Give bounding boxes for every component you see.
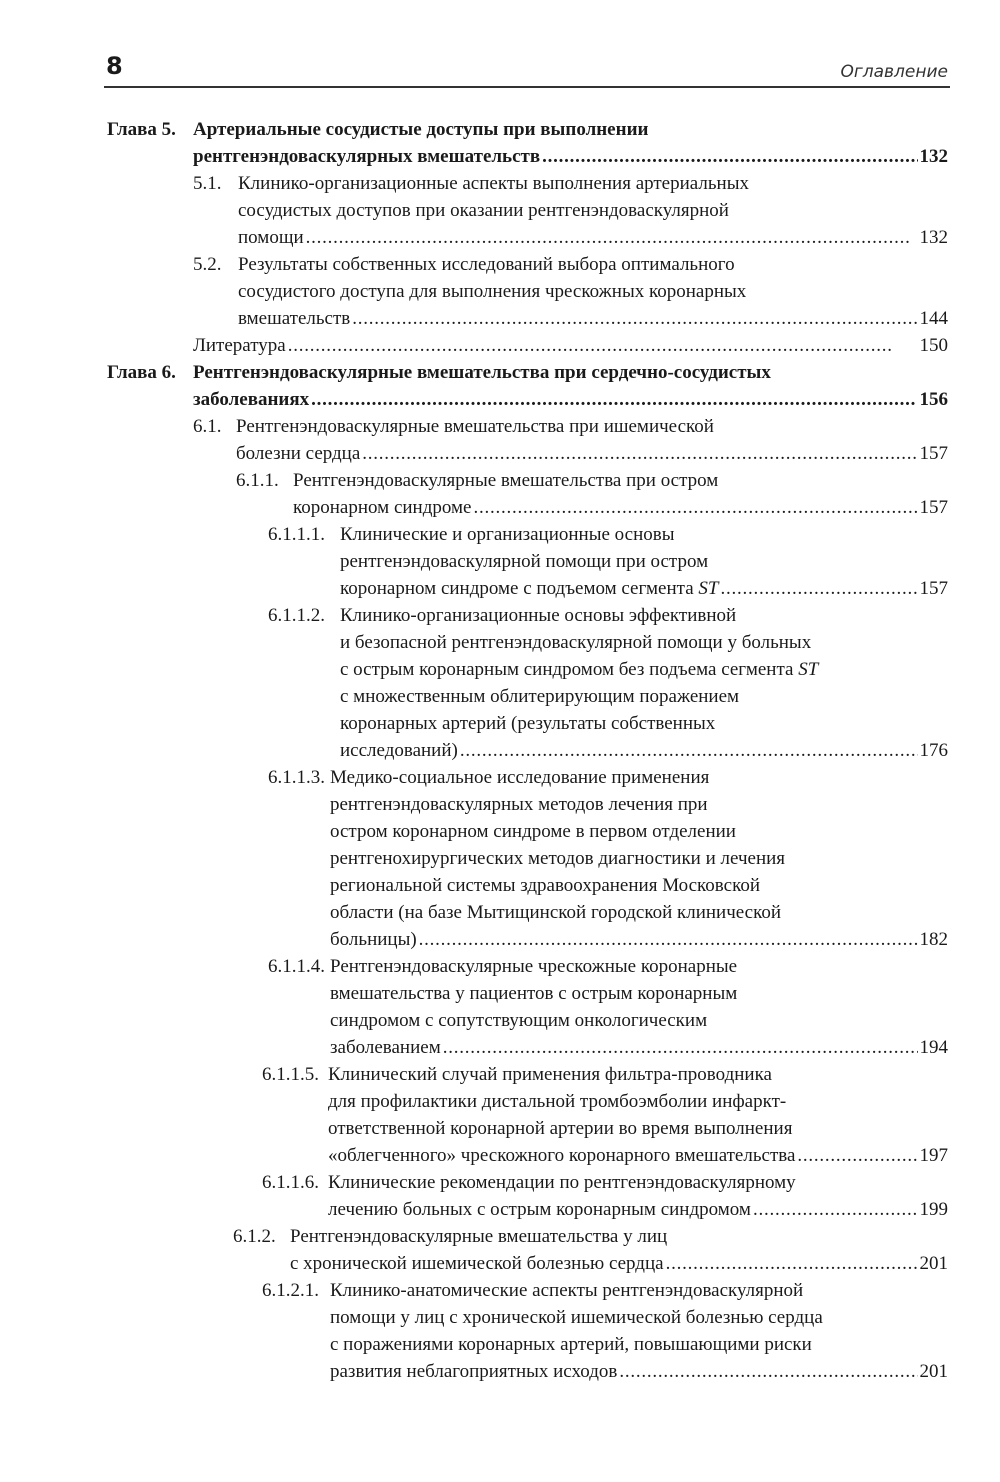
- toc-entry-title-line: коронарном синдроме с подъемом сегмента ST: [340, 578, 719, 599]
- toc-entry[interactable]: [0, 1223, 1000, 1277]
- toc-entry-title-line: сосудистого доступа для выполнения чрескожных коронарных: [238, 281, 747, 302]
- toc-entry[interactable]: [0, 467, 1000, 521]
- toc-entry[interactable]: [0, 1169, 1000, 1223]
- toc-entry-page: 157: [919, 443, 948, 464]
- toc-entry-number: 6.1.1.2.: [268, 605, 325, 626]
- toc-entry-title-line: лечению больных с острым коронарным синдромом: [328, 1199, 751, 1220]
- page-number: 8: [106, 52, 123, 80]
- toc-entry-number: 5.1.: [193, 173, 222, 194]
- toc-entry-title-line: с множественным облитерирующим поражением: [340, 686, 740, 707]
- toc-entry[interactable]: [0, 116, 1000, 170]
- toc-entry-number: Глава 5.: [107, 119, 176, 140]
- toc-entry-title-line: помощи у лиц с хронической ишемической болезнью сердца: [330, 1307, 823, 1328]
- toc-entry-number: 6.1.2.: [233, 1226, 276, 1247]
- toc-entry-title-line: Рентгенэндоваскулярные вмешательства при остром: [293, 470, 719, 491]
- toc-entry-number: 6.1.1.1.: [268, 524, 325, 545]
- toc-entry-title-line: развития неблагоприятных исходов: [330, 1361, 618, 1382]
- toc-entry-page: 144: [919, 308, 948, 329]
- toc-entry-number: 6.1.1.: [236, 470, 279, 491]
- toc-entry-title-line: рентгенохирургических методов диагностики и лечения: [330, 848, 786, 869]
- toc-entry-title-line: Клинико-анатомические аспекты рентгенэндоваскулярной: [330, 1280, 804, 1301]
- toc-entry-title-line: Клинический случай применения фильтра-проводника: [328, 1064, 772, 1085]
- dot-leader: [362, 440, 917, 467]
- table-of-contents: [0, 116, 1000, 1385]
- toc-entry-title-line: исследований): [340, 740, 458, 761]
- toc-entry-title-line: Рентгенэндоваскулярные вмешательства при сердечно-сосудистых: [193, 362, 771, 383]
- toc-entry-page: 132: [919, 227, 948, 248]
- toc-entry-title-line: Клинико-организационные аспекты выполнения артериальных: [238, 173, 749, 194]
- dot-leader: [306, 224, 918, 251]
- toc-entry-title-line: сосудистых доступов при оказании рентгенэндоваскулярной: [238, 200, 729, 221]
- toc-entry-title-line: для профилактики дистальной тромбоэмболии инфаркт-: [328, 1091, 787, 1112]
- toc-entry-number: 5.2.: [193, 254, 222, 275]
- toc-entry-title-line: Результаты собственных исследований выбора оптимального: [238, 254, 735, 275]
- toc-entry-title-line: Клинико-организационные основы эффективной: [340, 605, 737, 626]
- toc-entry-page: 150: [919, 335, 948, 356]
- toc-entry[interactable]: [0, 953, 1000, 1061]
- toc-entry-number: 6.1.1.4.: [268, 956, 325, 977]
- toc-entry-title-line: коронарных артерий (результаты собственных: [340, 713, 716, 734]
- toc-entry[interactable]: [0, 332, 1000, 359]
- dot-leader: [443, 1034, 918, 1061]
- dot-leader: [542, 143, 917, 170]
- toc-entry-page: 194: [919, 1037, 948, 1058]
- toc-entry-page: 176: [919, 740, 948, 761]
- toc-entry-title-line: вмешательств: [238, 308, 351, 329]
- toc-entry-title-line: и безопасной рентгенэндоваскулярной помощи у больных: [340, 632, 812, 653]
- toc-entry[interactable]: [0, 602, 1000, 764]
- toc-entry-title-line: заболеванием: [330, 1037, 441, 1058]
- toc-entry-title-line: болезни сердца: [236, 443, 361, 464]
- toc-entry-title-line: Рентгенэндоваскулярные вмешательства при ишемической: [236, 416, 714, 437]
- toc-entry-title-line: заболеваниях: [193, 389, 310, 410]
- toc-entry-title-line: Медико-социальное исследование применения: [330, 767, 710, 788]
- dot-leader: [419, 926, 918, 953]
- dot-leader: [311, 386, 917, 413]
- toc-entry[interactable]: [0, 521, 1000, 602]
- dot-leader: [666, 1250, 918, 1277]
- toc-entry-title-line: рентгенэндоваскулярных вмешательств: [193, 146, 541, 167]
- toc-entry-title-line: региональной системы здравоохранения Московской: [330, 875, 761, 896]
- toc-entry-page: 157: [919, 578, 948, 599]
- toc-entry-page: 201: [919, 1253, 948, 1274]
- dot-leader: [352, 305, 917, 332]
- dot-leader: [797, 1142, 917, 1169]
- toc-entry-page: 201: [919, 1361, 948, 1382]
- toc-entry[interactable]: [0, 251, 1000, 332]
- toc-entry-page: 156: [919, 389, 948, 410]
- toc-entry-number: 6.1.: [193, 416, 222, 437]
- toc-entry-title-line: коронарном синдроме: [293, 497, 472, 518]
- toc-entry-title-line: помощи: [238, 227, 304, 248]
- toc-entry-title-line: рентгенэндоваскулярной помощи при остром: [340, 551, 709, 572]
- toc-entry-number: 6.1.1.3.: [268, 767, 325, 788]
- toc-entry-title-line: с поражениями коронарных артерий, повышающими риски: [330, 1334, 812, 1355]
- toc-entry-title-line: рентгенэндоваскулярных методов лечения при: [330, 794, 708, 815]
- toc-entry-number: 6.1.1.6.: [262, 1172, 319, 1193]
- dot-leader: [460, 737, 918, 764]
- toc-entry-page: 199: [919, 1199, 948, 1220]
- toc-entry-title-line: больницы): [330, 929, 417, 950]
- dot-leader: [288, 332, 918, 359]
- dot-leader: [720, 575, 917, 602]
- toc-entry-title-line: с острым коронарным синдромом без подъема сегмента ST: [340, 659, 819, 680]
- toc-entry-title-line: области (на базе Мытищинской городской клинической: [330, 902, 782, 923]
- toc-entry[interactable]: [0, 1061, 1000, 1169]
- dot-leader: [473, 494, 917, 521]
- toc-entry-number: 6.1.2.1.: [262, 1280, 319, 1301]
- toc-entry[interactable]: [0, 1277, 1000, 1385]
- toc-entry-page: 157: [919, 497, 948, 518]
- toc-entry-title-line: «облегченного» чрескожного коронарного вмешательства: [328, 1145, 796, 1166]
- toc-entry-title-line: вмешательства у пациентов с острым коронарным: [330, 983, 738, 1004]
- toc-entry-title-line: Литература: [193, 335, 286, 356]
- toc-entry[interactable]: [0, 359, 1000, 413]
- dot-leader: [619, 1358, 917, 1385]
- toc-entry-title-line: остром коронарном синдроме в первом отделении: [330, 821, 736, 842]
- toc-entry-page: 182: [919, 929, 948, 950]
- toc-entry[interactable]: [0, 764, 1000, 953]
- toc-entry-title-line: с хронической ишемической болезнью сердца: [290, 1253, 664, 1274]
- toc-entry[interactable]: [0, 170, 1000, 251]
- toc-entry-title-line: ответственной коронарной артерии во время выполнения: [328, 1118, 793, 1139]
- toc-entry-number: Глава 6.: [107, 362, 176, 383]
- toc-entry[interactable]: [0, 413, 1000, 467]
- header-rule: [104, 86, 950, 88]
- toc-entry-title-line: Рентгенэндоваскулярные вмешательства у лиц: [290, 1226, 668, 1247]
- toc-entry-number: 6.1.1.5.: [262, 1064, 319, 1085]
- toc-entry-title-line: синдромом с сопутствующим онкологическим: [330, 1010, 708, 1031]
- toc-entry-title-line: Клинические и организационные основы: [340, 524, 675, 545]
- running-header-title: Оглавление: [840, 62, 948, 82]
- toc-entry-page: 197: [919, 1145, 948, 1166]
- toc-entry-title-line: Рентгенэндоваскулярные чрескожные коронарные: [330, 956, 738, 977]
- dot-leader: [753, 1196, 918, 1223]
- toc-entry-title-line: Клинические рекомендации по рентгенэндоваскулярному: [328, 1172, 796, 1193]
- toc-entry-title-line: Артериальные сосудистые доступы при выполнении: [193, 119, 649, 140]
- toc-entry-page: 132: [919, 146, 948, 167]
